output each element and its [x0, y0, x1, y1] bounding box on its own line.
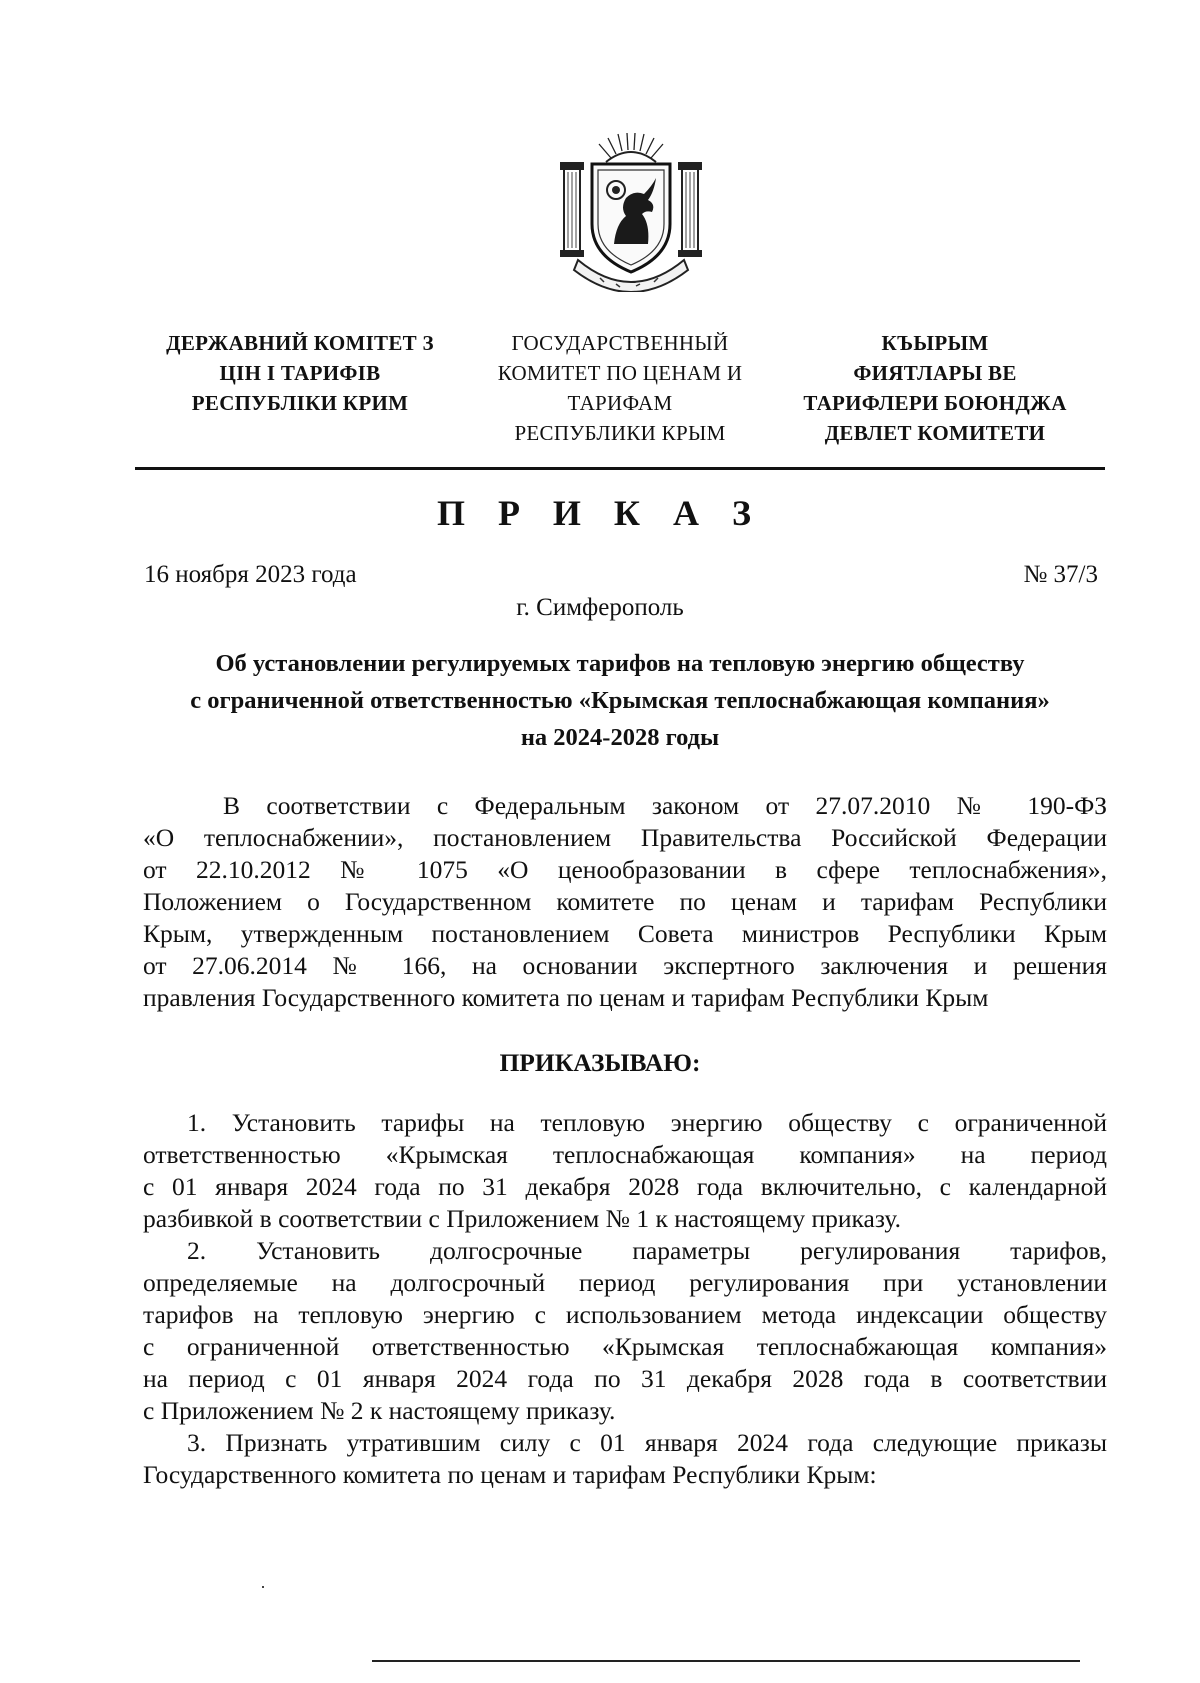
preamble-line: В соответствии с Федеральным законом от 27.07.2010 № 190-ФЗ — [223, 791, 1107, 820]
agency-ua-line: РЕСПУБЛІКИ КРИМ — [191, 391, 409, 415]
order-items — [143, 1107, 1107, 1491]
agency-ru-line: КОМИТЕТ ПО ЦЕНАМ И — [497, 361, 743, 385]
item-line: Государственного комитета по ценам и тарифам Республики Крым: — [143, 1460, 877, 1489]
document-number: № 37/3 — [1023, 561, 1098, 588]
agency-name-russian — [470, 328, 770, 448]
order-item-3 — [143, 1427, 1107, 1491]
item-line: 2. Установить долгосрочные параметры регулирования тарифов, — [187, 1236, 1107, 1265]
preamble-line: правления Государственного комитета по ценам и тарифам Республики Крым — [143, 983, 989, 1012]
item-line: определяемые на долгосрочный период регулирования при установлении — [143, 1268, 1107, 1297]
agency-name-ukrainian — [150, 328, 450, 418]
preamble-line: от 22.10.2012 № 1075 «О ценообразовании в сфере теплоснабжения», — [143, 855, 1107, 884]
item-line: 3. Признать утратившим силу с 01 января 2024 года следующие приказы — [187, 1428, 1107, 1457]
preamble-paragraph — [143, 790, 1107, 1014]
item-line: разбивкой в соответствии с Приложением № 1 к настоящему приказу. — [143, 1204, 901, 1233]
document-title — [130, 645, 1110, 756]
agency-crh-line: ДЕВЛЕТ КОМИТЕТИ — [824, 421, 1046, 445]
agency-ru-line: РЕСПУБЛИКИ КРЫМ — [514, 421, 726, 445]
item-line: тарифов на тепловую энергию с использованием метода индексации обществу — [143, 1300, 1107, 1329]
order-item-2 — [143, 1235, 1107, 1427]
order-heading: ПРИКАЗЫВАЮ: — [499, 1048, 701, 1077]
agency-crh-line: ФИЯТЛАРЫ ВЕ — [853, 361, 1017, 385]
item-line: ответственностью «Крымская теплоснабжающая компания» на период — [143, 1140, 1107, 1169]
agency-ru-line: ГОСУДАРСТВЕННЫЙ — [511, 331, 729, 355]
item-line: с 01 января 2024 года по 31 декабря 2028 года включительно, с календарной — [143, 1172, 1107, 1201]
title-line: Об установлении регулируемых тарифов на тепловую энергию обществу — [215, 650, 1025, 677]
agency-ua-line: ДЕРЖАВНИЙ КОМІТЕТ З — [166, 331, 434, 355]
agency-ru-line: ТАРИФАМ — [567, 391, 673, 415]
agency-crh-line: ТАРИФЛЕРИ БОЮНДЖА — [803, 391, 1067, 415]
document-type-heading: П Р И К А З — [436, 493, 764, 533]
crimea-coat-of-arms-emblem — [556, 132, 706, 292]
scan-speck — [262, 1586, 264, 1588]
agency-name-crimean-tatar — [790, 328, 1080, 448]
item-line: на период с 01 января 2024 года по 31 декабря 2028 года в соответствии — [143, 1364, 1107, 1393]
agency-ua-line: ЦІН І ТАРИФІВ — [219, 361, 381, 385]
title-line: на 2024-2028 годы — [520, 724, 720, 751]
item-line: 1. Установить тарифы на тепловую энергию обществу с ограниченной — [187, 1108, 1107, 1137]
preamble-line: от 27.06.2014 № 166, на основании экспертного заключения и решения — [143, 951, 1107, 980]
preamble-line: «О теплоснабжении», постановлением Правительства Российской Федерации — [143, 823, 1107, 852]
header-divider — [135, 467, 1105, 470]
preamble-line: Крым, утвержденным постановлением Совета министров Республики Крым — [143, 919, 1107, 948]
order-item-1 — [143, 1107, 1107, 1235]
title-line: с ограниченной ответственностью «Крымская теплоснабжающая компания» — [190, 687, 1050, 714]
document-date: 16 ноября 2023 года — [144, 561, 357, 588]
document-city: г. Симферополь — [516, 594, 684, 621]
footer-line — [372, 1660, 1080, 1662]
item-line: с Приложением № 2 к настоящему приказу. — [143, 1396, 616, 1425]
preamble-line: Положением о Государственном комитете по ценам и тарифам Республики — [143, 887, 1107, 916]
agency-crh-line: КЪЫРЫМ — [881, 331, 989, 355]
item-line: с ограниченной ответственностью «Крымская теплоснабжающая компания» — [143, 1332, 1107, 1361]
